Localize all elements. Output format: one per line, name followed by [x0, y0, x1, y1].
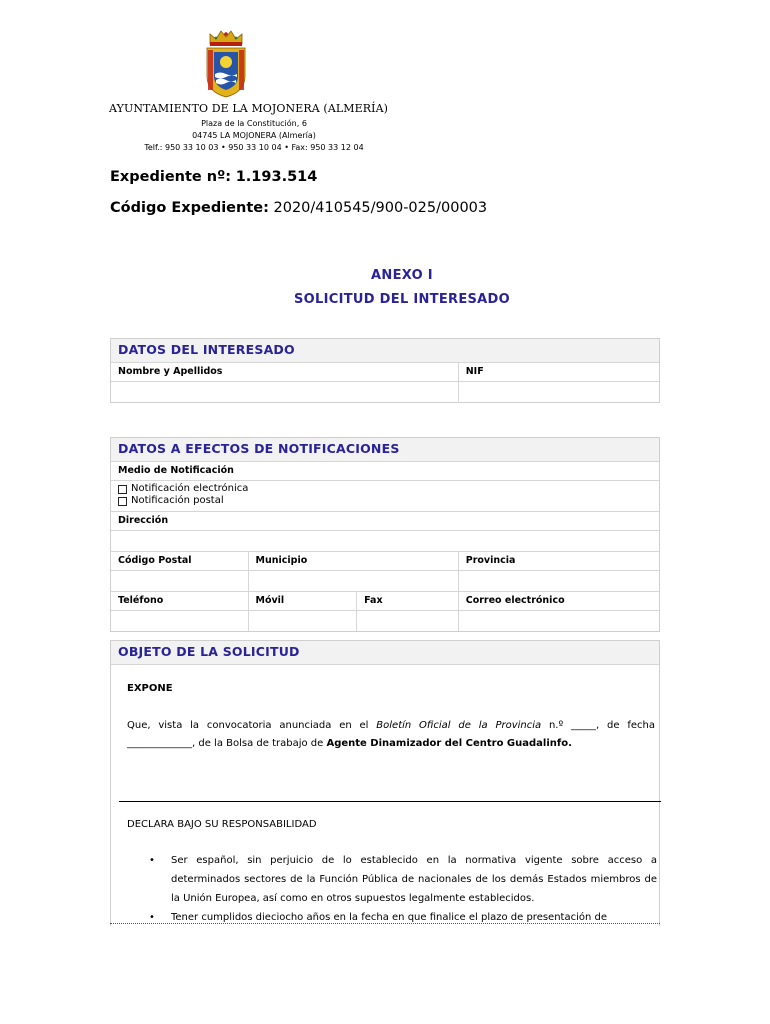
direccion-label: Dirección	[118, 515, 169, 526]
medio-label: Medio de Notificación	[118, 465, 234, 476]
address-line-1: Plaza de la Constitución, 6	[201, 119, 307, 128]
checkbox-electronic[interactable]	[118, 483, 652, 495]
checkbox-postal[interactable]	[118, 495, 652, 507]
organization-name: AYUNTAMIENTO DE LA MOJONERA (ALMERÍA)	[109, 102, 389, 115]
expediente-number	[110, 169, 317, 185]
phone-line: Telf.: 950 33 10 03 • 950 33 10 04 • Fax: 950 33 12 04	[144, 143, 364, 152]
cp-label: Código Postal	[111, 552, 249, 570]
movil-label: Móvil	[249, 592, 358, 610]
fax-label: Fax	[357, 592, 459, 610]
correo-label: Correo electrónico	[465, 595, 565, 606]
checkbox-icon[interactable]	[118, 497, 127, 506]
page-cut-line	[110, 923, 660, 924]
list-item: • Ser español, sin perjuicio de lo establecido en la normativa vigente sobre acceso a determinados sectores de la Función Pública de nacionales de los demás Estados miembros de la Unión Europea, así como en otros supuestos legalmente establecidos.	[149, 855, 657, 904]
section-title: DATOS A EFECTOS DE NOTIFICACIONES	[111, 438, 659, 462]
telefono-label: Teléfono	[111, 592, 249, 610]
declara-label: DECLARA BAJO SU RESPONSABILIDAD	[127, 819, 317, 830]
expediente-code	[110, 200, 487, 216]
name-field[interactable]	[111, 382, 459, 402]
municipio-label: Municipio	[249, 552, 459, 570]
provincia-label: Provincia	[465, 555, 516, 566]
list-item: • Tener cumplidos dieciocho años en la fecha en que finalice el plazo de presentación de	[149, 912, 608, 923]
expone-paragraph: Que, vista la convocatoria anunciada en el Boletín Oficial de la Provincia n.º _____, de fecha _____________, de la Bolsa de trabajo de Agente Dinamizador del Centro Guadalinfo.	[127, 720, 655, 749]
telefono-field[interactable]	[111, 611, 249, 631]
organization-header	[109, 102, 399, 154]
annex-title: ANEXO I	[371, 268, 433, 283]
provincia-field[interactable]	[459, 571, 659, 591]
option-electronic-label: Notificación electrónica	[131, 483, 249, 494]
expediente-code-value: 2020/410545/900-025/00003	[273, 200, 488, 216]
section-title: DATOS DEL INTERESADO	[111, 339, 659, 363]
expediente-number-label: Expediente nº:	[110, 169, 232, 185]
name-label: Nombre y Apellidos	[111, 363, 459, 381]
address-line-2: 04745 LA MOJONERA (Almería)	[192, 131, 316, 140]
checkbox-icon[interactable]	[118, 485, 127, 494]
section-objeto	[110, 640, 660, 926]
option-postal-label: Notificación postal	[131, 495, 224, 506]
direccion-field[interactable]	[111, 531, 659, 551]
annex-subtitle: SOLICITUD DEL INTERESADO	[294, 292, 510, 307]
section-datos-interesado	[110, 338, 660, 403]
divider	[119, 801, 661, 802]
movil-field[interactable]	[249, 611, 358, 631]
nif-field[interactable]	[459, 382, 659, 402]
expone-label: EXPONE	[127, 683, 173, 694]
declaration-list	[127, 851, 657, 927]
cp-field[interactable]	[111, 571, 249, 591]
section-title: OBJETO DE LA SOLICITUD	[111, 641, 659, 665]
expediente-number-value: 1.193.514	[235, 169, 318, 185]
municipio-field[interactable]	[249, 571, 459, 591]
correo-field[interactable]	[459, 611, 659, 631]
coat-of-arms-logo	[204, 28, 248, 98]
nif-label: NIF	[465, 366, 484, 377]
section-notificaciones	[110, 437, 660, 632]
fax-field[interactable]	[357, 611, 459, 631]
expediente-code-label: Código Expediente:	[110, 200, 269, 216]
